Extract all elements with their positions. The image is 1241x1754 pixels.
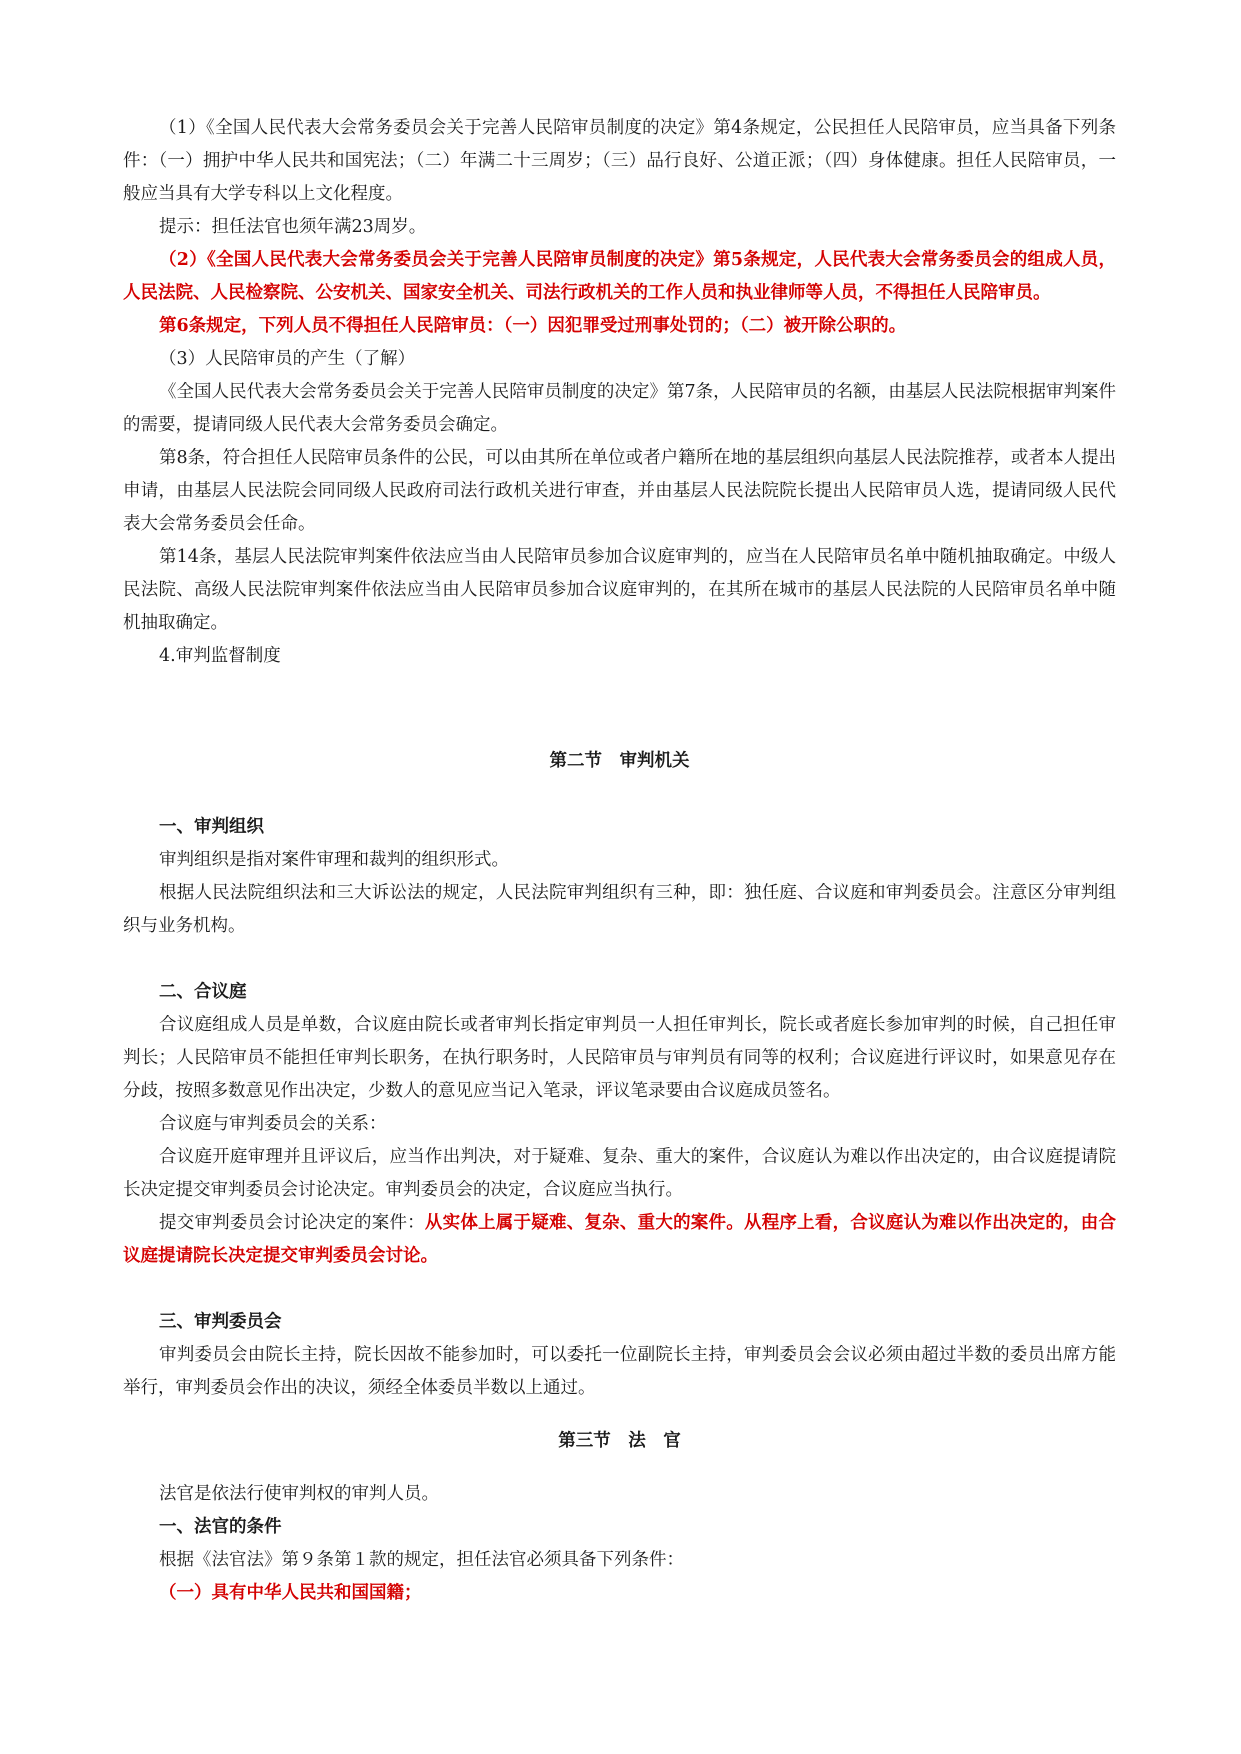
paragraph-submitted-cases [123,1207,1116,1273]
paragraph-collegial-panel: 合议庭组成人员是单数，合议庭由院长或者审判长指定审判员一人担任审判长，院长或者庭长参加审判的时候，自己担任审判长；人民陪审员不能担任审判长职务，在执行职务时，人民陪审员与审判员有同等的权利；合议庭进行评议时，如果意见存在分歧，按照多数意见作出决定，少数人的意见应当记入笔录，评议笔录要由合议庭成员签名。 [123,1015,1116,1101]
paragraph-juror-exclusions: （2）《全国人民代表大会常务委员会关于完善人民陪审员制度的决定》第5条规定，人民代表大会常务委员会的组成人员，人民法院、人民检察院、公安机关、国家安全机关、司法行政机关的工作人员和执业律师等人员，不得担任人民陪审员。 [123,250,1116,303]
paragraph-relationship: 合议庭与审判委员会的关系： [159,1114,387,1134]
paragraph-judges-law: 根据《法官法》第９条第１款的规定，担任法官必须具备下列条件： [159,1550,684,1570]
paragraph-judge-definition: 法官是依法行使审判权的审判人员。 [159,1484,439,1504]
submitted-cases-label: 提交审判委员会讨论决定的案件： [159,1213,425,1233]
paragraph-relationship-detail: 合议庭开庭审理并且评议后，应当作出判决，对于疑难、复杂、重大的案件，合议庭认为难以作出决定的，由合议庭提请院长决定提交审判委员会讨论决定。审判委员会的决定，合议庭应当执行。 [123,1147,1116,1200]
paragraph-juror-selection: （3）人民陪审员的产生（了解） [159,349,416,369]
paragraph-article-14: 第14条，基层人民法院审判案件依法应当由人民陪审员参加合议庭审判的，应当在人民陪审员名单中随机抽取确定。中级人民法院、高级人民法院审判案件依法应当由人民陪审员参加合议庭审判的，在其所在城市的基层人民法院的人民陪审员名单中随机抽取确定。 [123,547,1116,633]
heading-collegial-panel: 二、合议庭 [159,982,247,1002]
paragraph-article-6: 第6条规定，下列人员不得担任人民陪审员：（一）因犯罪受过刑事处罚的；（二）被开除公职的。 [159,316,907,336]
section-title-judges: 第三节 法 官 [558,1431,681,1451]
paragraph-article-8: 第8条，符合担任人民陪审员条件的公民，可以由其所在单位或者户籍所在地的基层组织向基层人民法院推荐，或者本人提出申请，由基层人民法院会同同级人民政府司法行政机关进行审查，并由基层人民法院院长提出人民陪审员人选，提请同级人民代表大会常务委员会任命。 [123,448,1116,534]
paragraph-nationality: （一）具有中华人民共和国国籍； [159,1583,422,1603]
paragraph-trial-org-types: 根据人民法院组织法和三大诉讼法的规定，人民法院审判组织有三种，即：独任庭、合议庭和审判委员会。注意区分审判组织与业务机构。 [123,883,1116,936]
heading-trial-committee: 三、审判委员会 [159,1312,282,1332]
heading-judge-conditions: 一、法官的条件 [159,1517,282,1537]
paragraph-supervision: 4.审判监督制度 [159,646,281,666]
section-title-trial-organs: 第二节 审判机关 [549,751,690,771]
heading-trial-organization: 一、审判组织 [159,817,264,837]
paragraph-trial-committee: 审判委员会由院长主持，院长因故不能参加时，可以委托一位副院长主持，审判委员会会议必须由超过半数的委员出席方能举行，审判委员会作出的决议，须经全体委员半数以上通过。 [123,1345,1116,1398]
document-page [123,112,1116,1610]
paragraph-trial-org-definition: 审判组织是指对案件审理和裁判的组织形式。 [159,850,509,870]
submitted-cases-detail: 从实体上属于疑难、复杂、重大的案件。从程序上看，合议庭认为难以作出决定的，由合议庭提请院长决定提交审判委员会讨论。 [123,1213,1117,1266]
paragraph-juror-conditions: （1）《全国人民代表大会常务委员会关于完善人民陪审员制度的决定》第4条规定，公民担任人民陪审员，应当具备下列条件：（一）拥护中华人民共和国宪法；（二）年满二十三周岁；（三）品行良好、公道正派；（四）身体健康。担任人民陪审员，一般应当具有大学专科以上文化程度。 [123,118,1116,204]
paragraph-tip: 提示：担任法官也须年满23周岁。 [159,217,427,237]
paragraph-article-7: 《全国人民代表大会常务委员会关于完善人民陪审员制度的决定》第7条，人民陪审员的名额，由基层人民法院根据审判案件的需要，提请同级人民代表大会常务委员会确定。 [123,382,1116,435]
